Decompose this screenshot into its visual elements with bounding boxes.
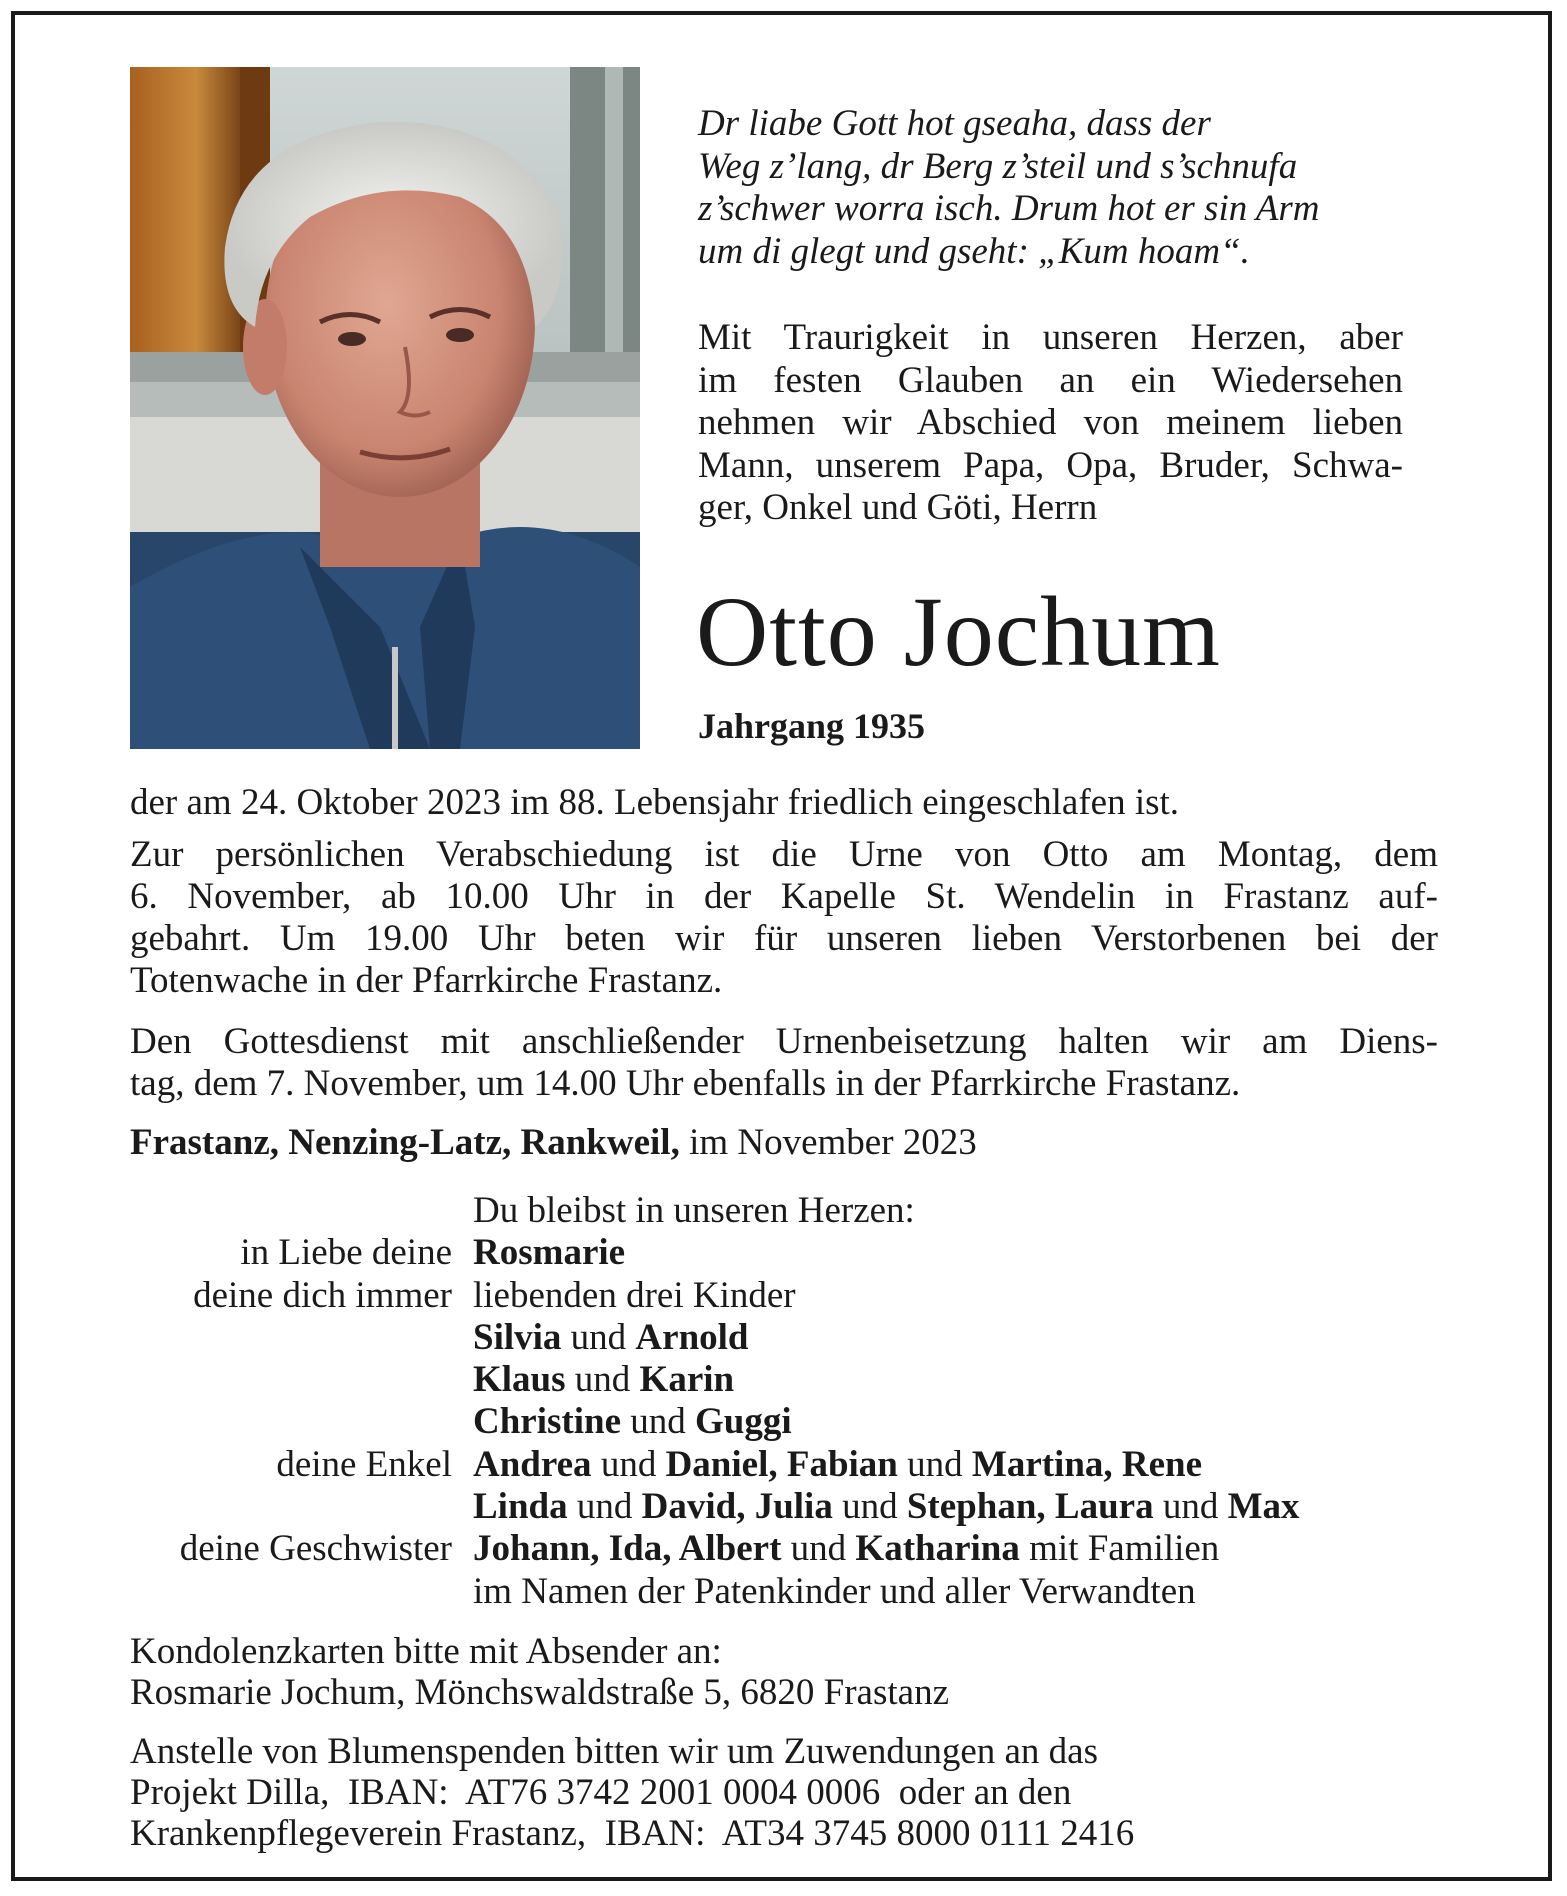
sibling-names: Johann, Ida, Albert [473,1528,782,1570]
und-text: und [790,1528,847,1570]
poem-line: um di glegt und gseht: „Kum hoam“. [698,230,1250,272]
dialect-poem [698,103,1418,273]
portrait-photo [130,67,640,749]
child-name: Christine [473,1401,621,1443]
death-line: der am 24. Oktober 2023 im 88. Lebensjahr friedlich eingeschlafen ist. [130,782,1180,823]
grandchild-name: Laura [1054,1486,1154,1528]
family-list [130,1190,1450,1613]
children-intro: liebenden drei Kinder [473,1274,796,1316]
grandchild-name: Julia [754,1486,833,1528]
family-heading-row [130,1190,1450,1232]
grandchild-name: Stephan, [906,1486,1046,1528]
family-heading: Du bleibst in unseren Herzen: [473,1190,915,1231]
grandchild-name: Max [1227,1486,1300,1528]
viewing-paragraph [130,834,1438,1002]
grandchild-name: Andrea [473,1443,592,1485]
grandchild-name: David, [641,1486,746,1528]
place-date-text: im November 2023 [689,1122,977,1163]
wife-row [130,1232,1450,1274]
und-text: und [574,1359,631,1401]
child-row [130,1359,1450,1401]
grandchild-name: Linda [473,1486,568,1528]
donation-line: Anstelle von Blumenspenden bitten wir um Zuwendungen an das [130,1731,1098,1772]
place-towns: Frastanz, Nenzing-Latz, Rankweil, [130,1122,680,1163]
service-line: Den Gottesdienst mit anschließender Urnenbeisetzung halten wir am Diens- [130,1021,1438,1062]
child-partner: Guggi [695,1401,792,1443]
grandchild-name: Daniel, [665,1443,778,1485]
donation-info [130,1731,1450,1854]
wife-label: in Liebe deine [240,1232,452,1274]
closing-row [130,1571,1450,1613]
poem-line: Dr liabe Gott hot gseaha, dass der [698,103,1211,144]
condolence-line: Rosmarie Jochum, Mönchswaldstraße 5, 6820 Frastanz [130,1672,949,1713]
donation-line: Projekt Dilla, IBAN: AT76 3742 2001 0004 0006 oder an den [130,1772,1072,1813]
children-label: deine dich immer [193,1274,452,1316]
place-date [130,1122,1438,1164]
death-notice [130,782,1438,824]
child-name: Silvia [473,1316,562,1358]
und-text: und [576,1486,633,1528]
deceased-name: Otto Jochum [696,576,1221,687]
donation-line: Krankenpflegeverein Frastanz, IBAN: AT34 3745 8000 0111 2416 [130,1813,1135,1854]
siblings-row [130,1528,1450,1570]
grandchild-name: Martina, Rene [971,1443,1203,1485]
family-closing: im Namen der Patenkinder und aller Verwandten [473,1570,1196,1612]
children-intro-row [130,1275,1450,1317]
child-row [130,1401,1450,1443]
intro-line: nehmen wir Abschied von meinem lieben [698,402,1403,443]
condolence-address [130,1631,1450,1713]
viewing-line: gebahrt. Um 19.00 Uhr beten wir für unseren lieben Verstorbenen bei der [130,918,1438,959]
birth-year: Jahrgang 1935 [698,706,926,746]
child-row [130,1317,1450,1359]
intro-line: Mit Traurigkeit in unseren Herzen, aber [698,317,1403,358]
und-text: und [842,1486,898,1528]
grandchildren-row [130,1486,1450,1528]
intro-line: im festen Glauben an ein Wiedersehen [698,359,1403,401]
intro-line: Mann, unserem Papa, Opa, Bruder, Schwa- [698,444,1403,486]
grandchildren-row [130,1444,1450,1486]
siblings-suffix: mit Familien [1029,1528,1220,1570]
intro-text [698,317,1403,530]
service-paragraph [130,1021,1438,1105]
wife-name: Rosmarie [473,1232,626,1274]
service-line: tag, dem 7. November, um 14.00 Uhr ebenfalls in der Pfarrkirche Frastanz. [130,1063,1241,1104]
und-text: und [600,1443,657,1485]
intro-line: ger, Onkel und Göti, Herrn [698,487,1098,528]
viewing-line: 6. November, ab 10.00 Uhr in der Kapelle St. Wendelin in Frastanz auf- [130,876,1438,917]
siblings-label: deine Geschwister [179,1528,452,1570]
viewing-line: Totenwache in der Pfarrkirche Frastanz. [130,960,723,1001]
child-partner: Karin [639,1359,735,1401]
condolence-line: Kondolenzkarten bitte mit Absender an: [130,1631,722,1672]
grandchild-name: Fabian [786,1443,898,1485]
child-name: Klaus [473,1359,566,1401]
grandchildren-label: deine Enkel [276,1443,452,1485]
poem-line: z’schwer worra isch. Drum hot er sin Arm [698,188,1320,229]
und-text: und [907,1443,963,1485]
und-text: und [570,1316,627,1358]
poem-line: Weg z’lang, dr Berg z’steil und s’schnufa [698,145,1298,187]
viewing-line: Zur persönlichen Verabschiedung ist die Urne von Otto am Montag, dem [130,834,1438,875]
child-partner: Arnold [635,1316,749,1358]
und-text: und [1162,1486,1219,1528]
und-text: und [630,1401,686,1443]
sibling-name: Katharina [855,1528,1020,1570]
